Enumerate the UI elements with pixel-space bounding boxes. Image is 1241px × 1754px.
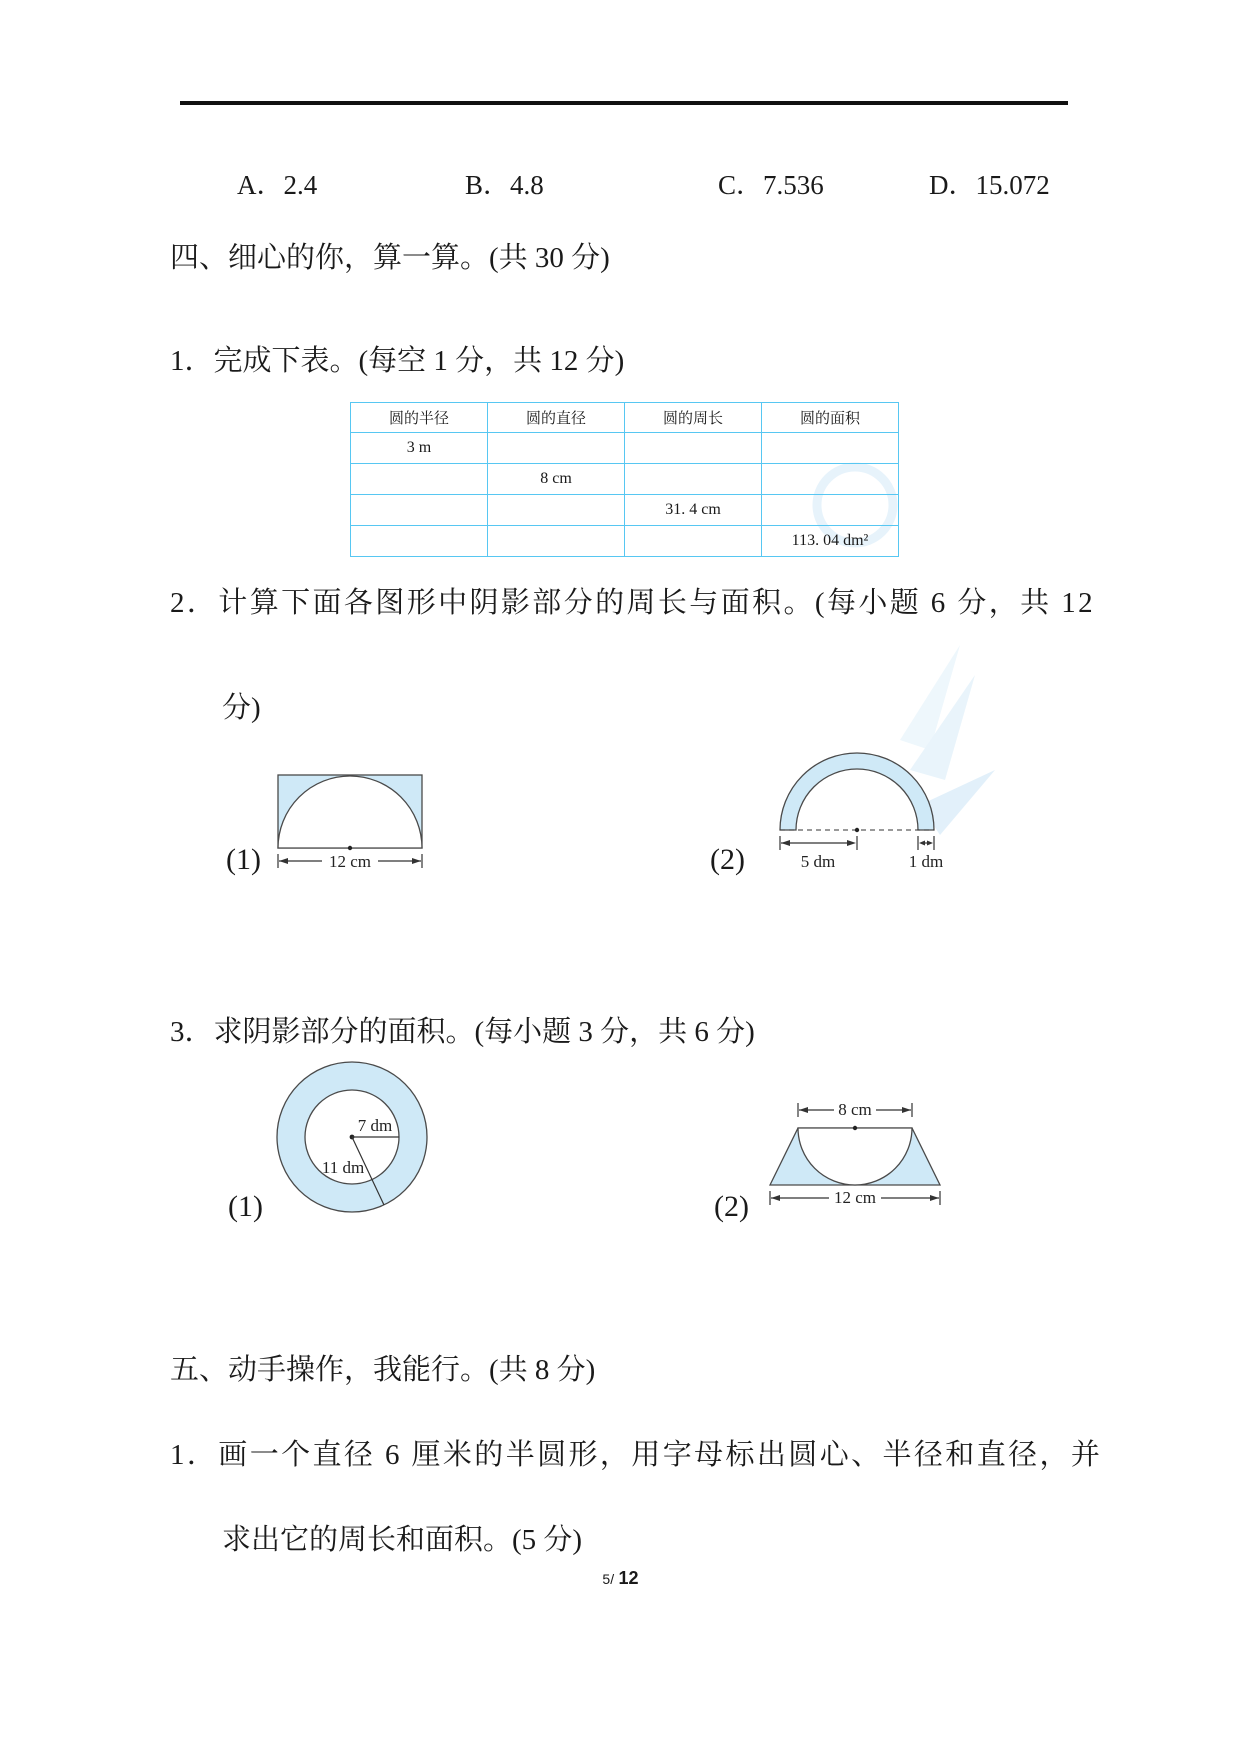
dim-12cm-label: 12 cm	[328, 852, 372, 871]
figure-q3-1	[270, 1056, 440, 1226]
dim-8cm-label: 8 cm	[838, 1100, 872, 1119]
center-dot	[348, 846, 352, 850]
table-cell	[625, 433, 762, 464]
table-row	[351, 464, 899, 495]
table-cell	[762, 495, 899, 526]
table-cell: 31. 4 cm	[625, 495, 762, 526]
arrowhead-right-icon	[927, 841, 933, 846]
table-cell	[351, 495, 488, 526]
arrowhead-right-icon	[412, 858, 421, 864]
section4-heading: 四、细心的你，算一算。(共 30 分)	[170, 242, 610, 274]
figure-q2-1-label: (1)	[226, 843, 261, 876]
figure-q2-1	[265, 768, 445, 883]
table-header-cell: 圆的直径	[488, 403, 625, 433]
figure-q3-2	[755, 1095, 960, 1220]
radius-11dm-label: 11 dm	[321, 1158, 365, 1177]
page-footer	[0, 1568, 1241, 1589]
option-c: C．7.536	[718, 170, 824, 200]
figure-q2-2	[735, 745, 947, 885]
q3-text: 3．求阴影部分的面积。(每小题 3 分，共 6 分)	[170, 1016, 755, 1048]
arrowhead-left-icon	[919, 841, 925, 846]
top-divider-rule	[180, 101, 1068, 105]
center-dot	[855, 828, 859, 832]
half-annulus-shape	[780, 753, 934, 830]
table-row	[351, 526, 899, 557]
table-header-cell: 圆的面积	[762, 403, 899, 433]
q2-text-line2: 分)	[222, 692, 261, 724]
table-cell	[488, 495, 625, 526]
option-a: A．2.4	[237, 170, 318, 200]
footer-total-pages: 12	[618, 1568, 639, 1588]
table-cell	[351, 464, 488, 495]
q1-text: 1．完成下表。(每空 1 分，共 12 分)	[170, 345, 625, 377]
dim-12cm-bottom-label: 12 cm	[833, 1188, 877, 1207]
center-dot	[853, 1126, 857, 1130]
footer-page-number: 5/	[602, 1571, 615, 1587]
table-row	[351, 433, 899, 464]
arrowhead-left-icon	[799, 1107, 808, 1113]
arrowhead-right-icon	[902, 1107, 911, 1113]
radius-7dm-label: 7 dm	[357, 1116, 393, 1135]
table-cell	[762, 433, 899, 464]
table-header-cell: 圆的周长	[625, 403, 762, 433]
option-d: D．15.072	[929, 170, 1050, 200]
table-cell: 3 m	[351, 433, 488, 464]
dim-5dm-label: 5 dm	[800, 852, 836, 871]
arrowhead-right-icon	[847, 840, 856, 846]
table-cell	[488, 526, 625, 557]
option-b: B．4.8	[465, 170, 544, 200]
table-cell	[351, 526, 488, 557]
arrowhead-left-icon	[279, 858, 288, 864]
table-cell	[625, 464, 762, 495]
arrowhead-left-icon	[771, 1195, 780, 1201]
figure-q3-2-label: (2)	[714, 1190, 749, 1223]
arrowhead-right-icon	[930, 1195, 939, 1201]
figure-q2-2-label: (2)	[710, 843, 745, 876]
s5-q1-line2: 求出它的周长和面积。(5 分)	[222, 1524, 583, 1556]
figure-q3-1-label: (1)	[228, 1190, 263, 1223]
dim-1dm-label: 1 dm	[908, 852, 944, 871]
table-row	[351, 495, 899, 526]
table-cell: 113. 04 dm²	[762, 526, 899, 557]
table-cell	[762, 464, 899, 495]
arrowhead-left-icon	[781, 840, 790, 846]
table-cell	[488, 433, 625, 464]
table-cell	[625, 526, 762, 557]
circle-table	[350, 402, 899, 557]
table-cell: 8 cm	[488, 464, 625, 495]
s5-q1-line1: 1．画一个直径 6 厘米的半圆形，用字母标出圆心、半径和直径，并	[170, 1439, 1103, 1471]
section5-heading: 五、动手操作，我能行。(共 8 分)	[170, 1354, 596, 1386]
table-header-row	[351, 403, 899, 433]
table-header-cell: 圆的半径	[351, 403, 488, 433]
q2-text-line1: 2．计算下面各图形中阴影部分的周长与面积。(每小题 6 分，共 12	[170, 587, 1096, 619]
dimension-5dm	[780, 836, 857, 850]
